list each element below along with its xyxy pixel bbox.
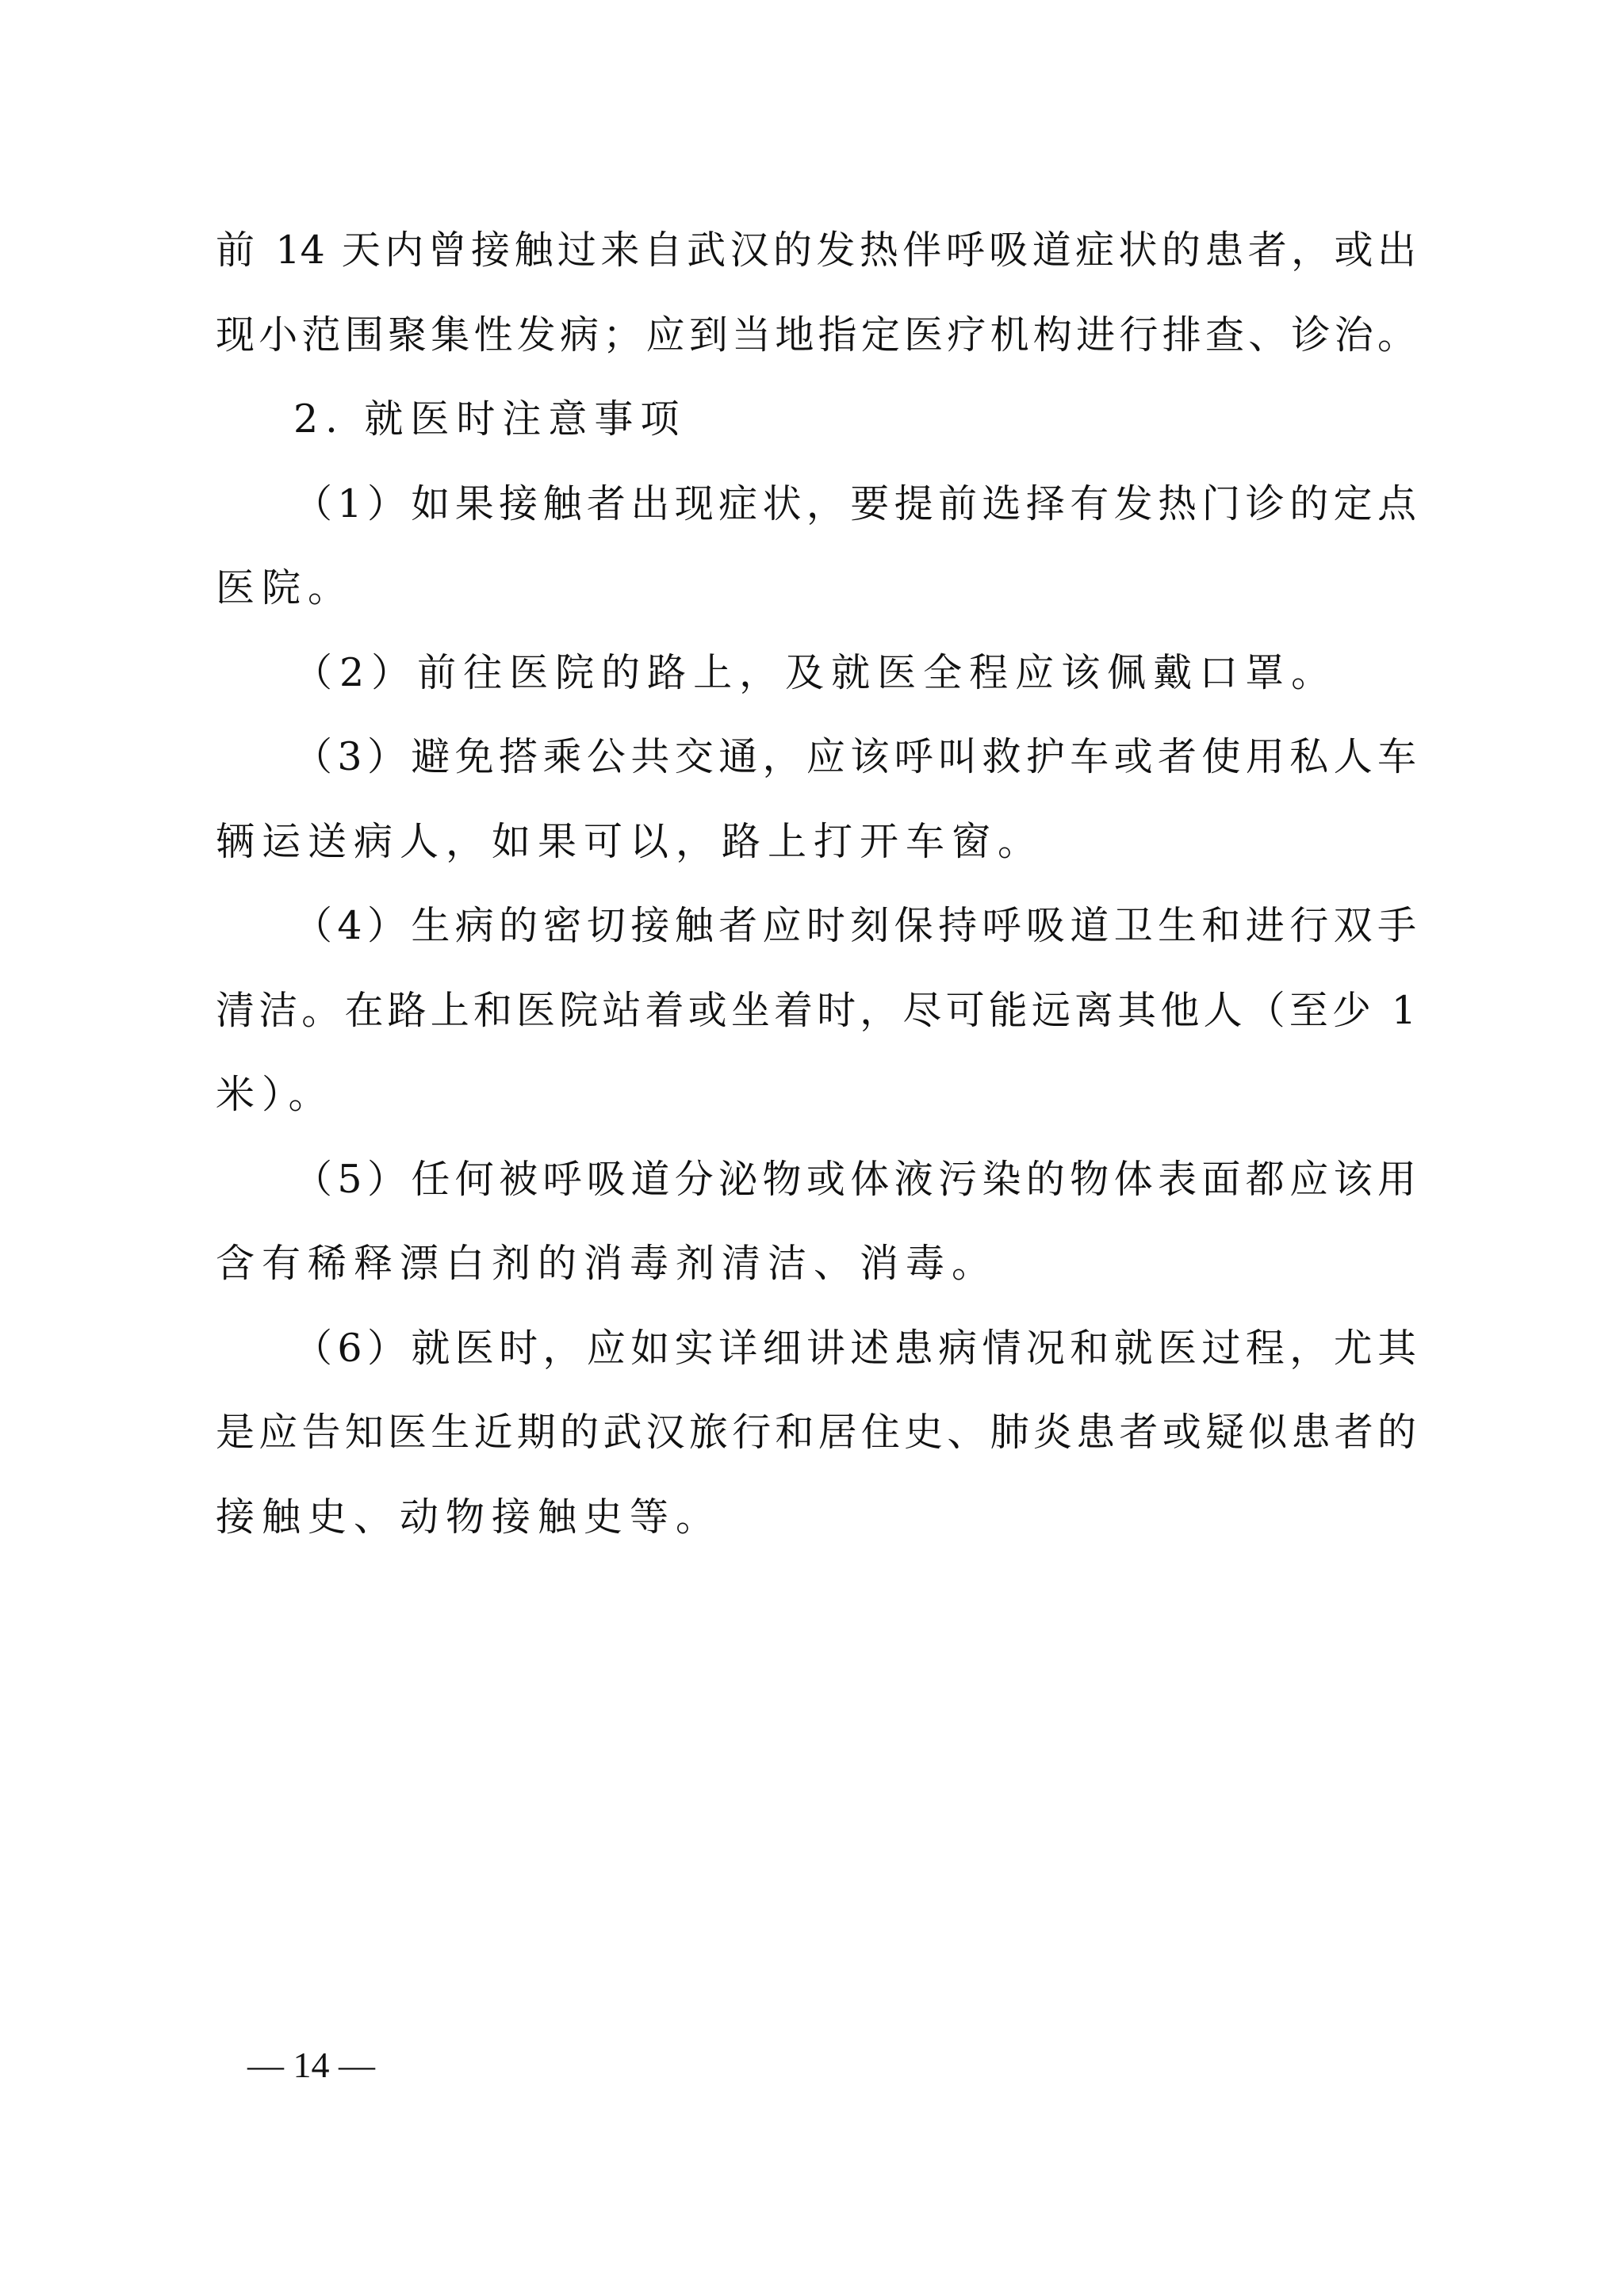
text-line: 辆运送病人，如果可以，路上打开车窗。 — [216, 819, 1044, 864]
text-line: 现小范围聚集性发病；应到当地指定医疗机构进行排查、诊治。 — [216, 312, 1416, 358]
text-line: （3）避免搭乘公共交通，应该呼叫救护车或者使用私人车 — [293, 734, 1416, 779]
text-line: 米）。 — [216, 1072, 335, 1117]
text-line: 清洁。在路上和医院站着或坐着时，尽可能远离其他人（至少 1 — [216, 988, 1416, 1033]
text-line: 接触史、动物接触史等。 — [216, 1494, 722, 1540]
section-heading: 2. 就医时注意事项 — [293, 396, 687, 442]
text-line: （4）生病的密切接触者应时刻保持呼吸道卫生和进行双手 — [293, 903, 1416, 948]
text-line: （6）就医时，应如实详细讲述患病情况和就医过程，尤其 — [293, 1326, 1416, 1371]
text-line: 医院。 — [216, 565, 354, 610]
text-line: （5）任何被呼吸道分泌物或体液污染的物体表面都应该用 — [293, 1157, 1416, 1202]
text-line: （1）如果接触者出现症状，要提前选择有发热门诊的定点 — [293, 481, 1416, 526]
page-number: — 14 — — [247, 2045, 375, 2085]
text-line: 是应告知医生近期的武汉旅行和居住史、肺炎患者或疑似患者的 — [216, 1410, 1416, 1455]
text-line: 前 14 天内曾接触过来自武汉的发热伴呼吸道症状的患者，或出 — [216, 228, 1416, 273]
text-line: 含有稀释漂白剂的消毒剂清洁、消毒。 — [216, 1241, 998, 1286]
text-line: （2）前往医院的路上，及就医全程应该佩戴口罩。 — [293, 650, 1338, 695]
